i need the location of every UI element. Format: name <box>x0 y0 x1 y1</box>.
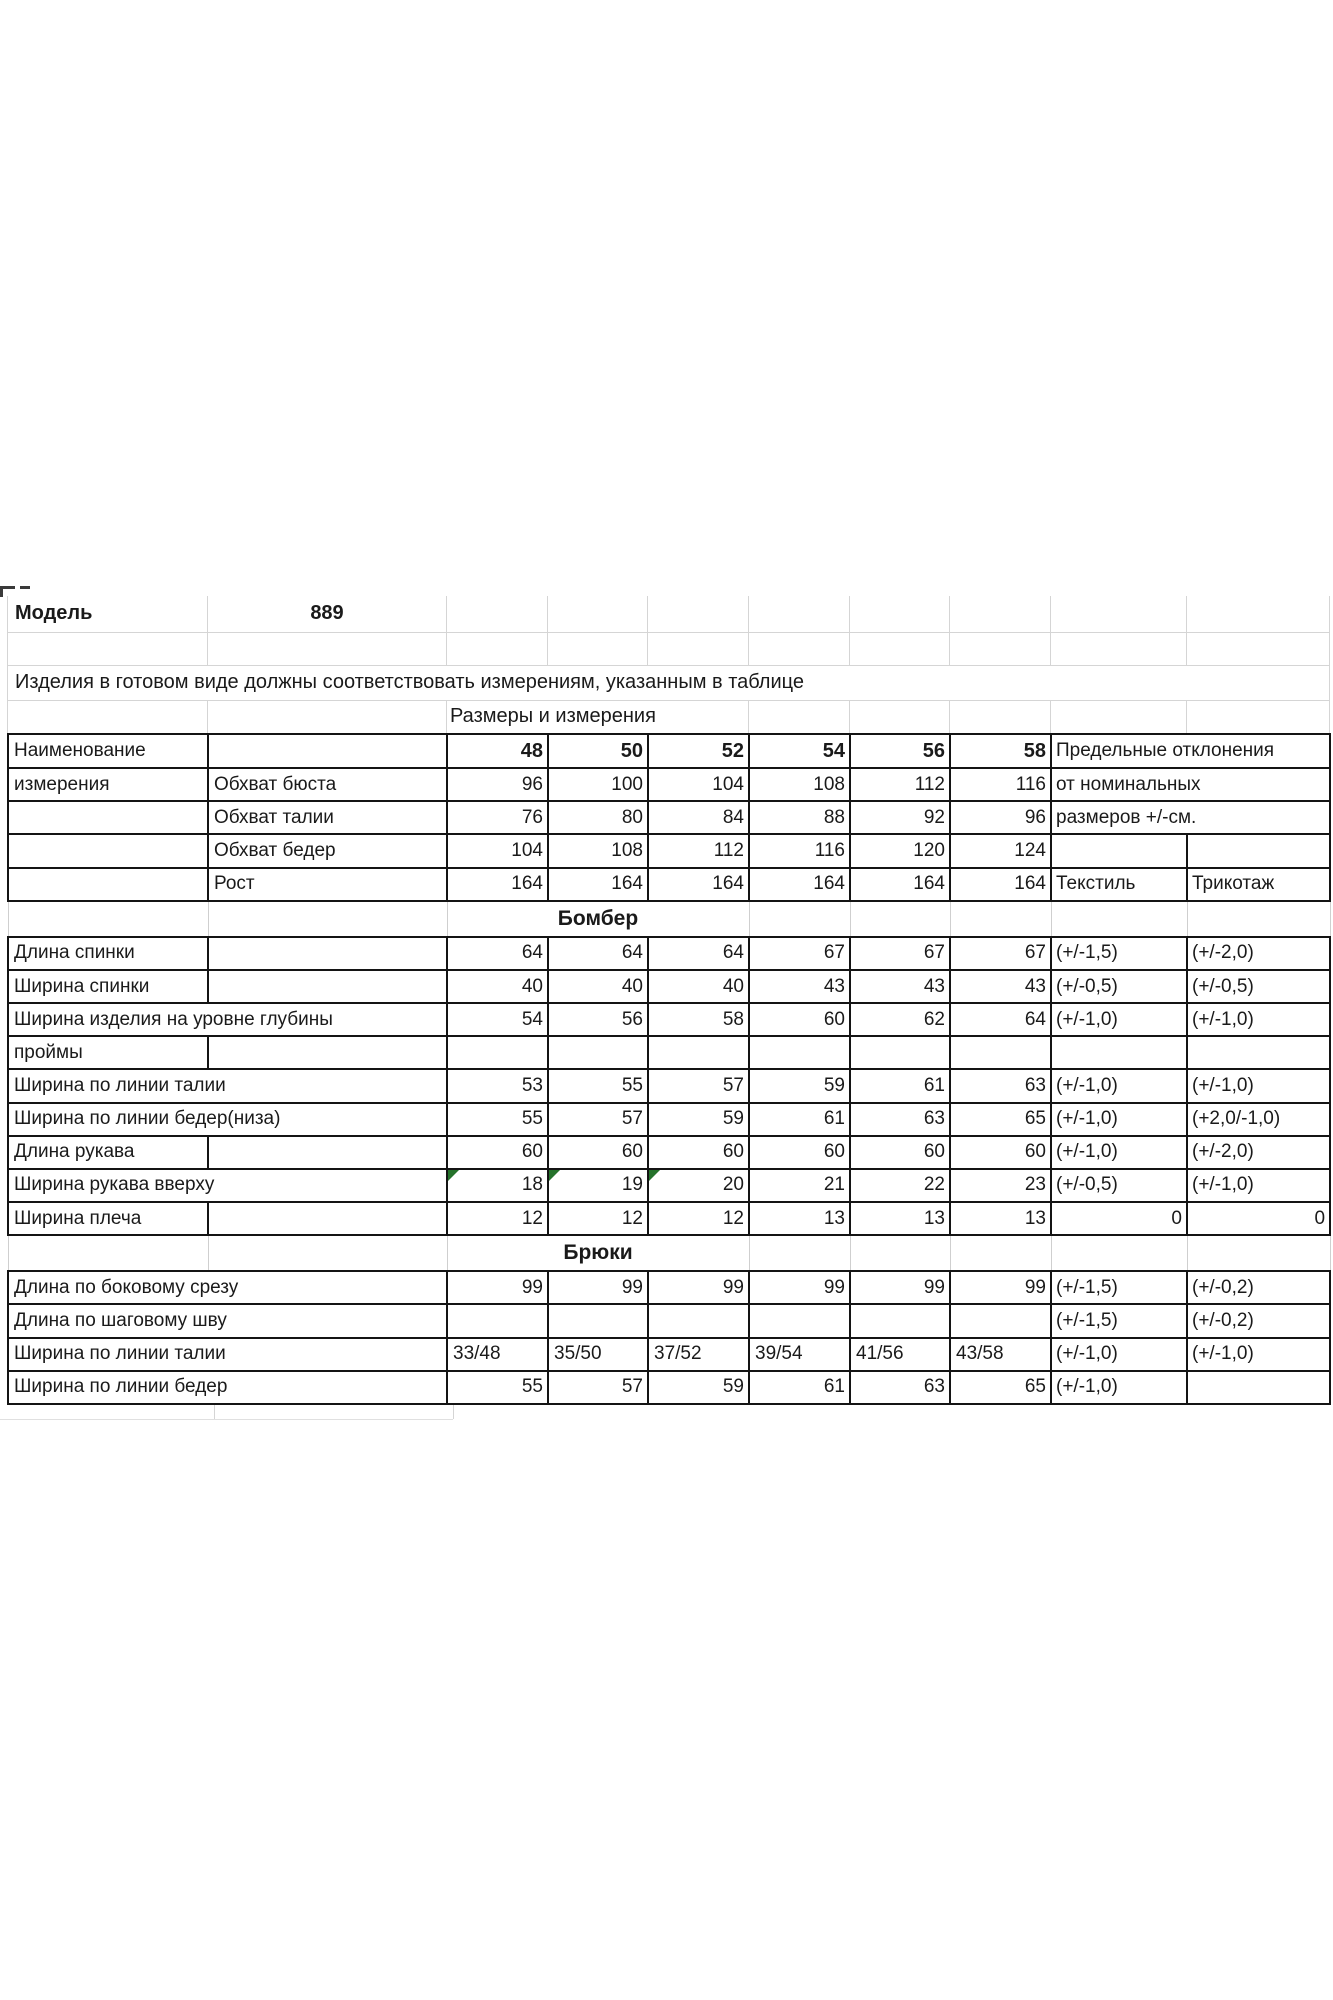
value-cell: 104 <box>648 768 749 801</box>
value-cell: 43 <box>749 970 850 1003</box>
value-cell: 108 <box>548 834 648 867</box>
size-header-cell: 52 <box>648 734 749 768</box>
table-row <box>8 1202 1330 1235</box>
empty-cell <box>208 1202 447 1235</box>
value-cell: 96 <box>950 801 1051 834</box>
row-header-cell: измерения <box>8 768 208 801</box>
empty-cell <box>749 1036 850 1069</box>
value-cell: 84 <box>648 801 749 834</box>
row-label-cell: Длина по боковому срезу <box>8 1271 447 1304</box>
empty-cell <box>1051 1036 1187 1069</box>
empty-cell <box>447 1036 548 1069</box>
empty-cell <box>1187 901 1330 937</box>
value-cell: 22 <box>850 1169 950 1202</box>
value-cell: 57 <box>548 1103 648 1136</box>
deviations-text-cell: размеров +/-см. <box>1051 801 1330 834</box>
tolerance-cell: (+/-1,0) <box>1187 1169 1330 1202</box>
value-cell: 40 <box>648 970 749 1003</box>
tolerance-cell: (+/-1,0) <box>1051 1003 1187 1036</box>
table-row <box>8 834 1330 867</box>
value-cell: 43 <box>850 970 950 1003</box>
tolerance-cell: (+/-2,0) <box>1187 937 1330 970</box>
tolerance-cell: (+/-1,5) <box>1051 1271 1187 1304</box>
row-label-cell: Обхват бюста <box>208 768 447 801</box>
value-cell: 41/56 <box>850 1338 950 1371</box>
value-cell: 13 <box>850 1202 950 1235</box>
value-cell: 55 <box>548 1069 648 1102</box>
table-row <box>8 1069 1330 1102</box>
value-cell: 53 <box>447 1069 548 1102</box>
tolerance-cell: (+/-1,0) <box>1187 1069 1330 1102</box>
row-label-cell: Ширина плеча <box>8 1202 208 1235</box>
model-label: Модель <box>8 596 208 632</box>
table-row <box>8 1338 1330 1371</box>
table-row <box>8 1003 1330 1036</box>
value-cell: 96 <box>447 768 548 801</box>
value-cell: 99 <box>648 1271 749 1304</box>
empty-cell <box>850 700 950 733</box>
tolerance-cell: (+/-1,0) <box>1051 1136 1187 1169</box>
value-cell: 12 <box>648 1202 749 1235</box>
value-cell: 60 <box>749 1136 850 1169</box>
value-cell: 59 <box>749 1069 850 1102</box>
empty-cell <box>950 596 1051 632</box>
empty-cell <box>1051 596 1187 632</box>
row-label-cell: Ширина по линии талии <box>8 1338 447 1371</box>
empty-cell <box>548 1304 648 1337</box>
tolerance-cell <box>1187 1371 1330 1404</box>
empty-cell <box>648 632 749 665</box>
value-cell: 92 <box>850 801 950 834</box>
table-row <box>8 1169 1330 1202</box>
deviations-text-cell: от номинальных <box>1051 768 1330 801</box>
value-cell: 43 <box>950 970 1051 1003</box>
value-cell: 112 <box>648 834 749 867</box>
table-row <box>8 1036 1330 1069</box>
value-cell: 56 <box>548 1003 648 1036</box>
section-row <box>8 901 1330 937</box>
empty-cell <box>548 1036 648 1069</box>
value-cell: 164 <box>648 868 749 901</box>
tolerance-cell: (+/-0,2) <box>1187 1271 1330 1304</box>
value-text: 18 <box>521 1174 543 1196</box>
table-row <box>8 970 1330 1003</box>
empty-cell <box>749 1304 850 1337</box>
empty-cell <box>8 801 208 834</box>
value-cell: 13 <box>950 1202 1051 1235</box>
value-cell: 40 <box>447 970 548 1003</box>
value-cell: 33/48 <box>447 1338 548 1371</box>
empty-cell <box>208 901 447 937</box>
empty-cell <box>648 596 749 632</box>
value-cell: 21 <box>749 1169 850 1202</box>
empty-cell <box>950 632 1051 665</box>
empty-cell <box>950 1304 1051 1337</box>
value-cell: 60 <box>749 1003 850 1036</box>
tolerance-cell: (+/-1,0) <box>1187 1003 1330 1036</box>
sheet-header-area <box>7 596 1330 734</box>
row-label-cell: Ширина рукава вверху <box>8 1169 447 1202</box>
table-row <box>8 768 1330 801</box>
value-cell: 23 <box>950 1169 1051 1202</box>
empty-cell <box>950 901 1051 937</box>
empty-cell <box>1051 632 1187 665</box>
value-cell: 55 <box>447 1103 548 1136</box>
empty-cell <box>648 1036 749 1069</box>
value-cell: 88 <box>749 801 850 834</box>
empty-cell <box>850 901 950 937</box>
value-cell: 164 <box>850 868 950 901</box>
model-number: 889 <box>208 596 447 632</box>
value-text: 19 <box>621 1174 643 1196</box>
value-cell: 12 <box>447 1202 548 1235</box>
empty-cell <box>1051 1235 1187 1271</box>
value-cell: 64 <box>950 1003 1051 1036</box>
value-cell: 64 <box>548 937 648 970</box>
value-cell: 12 <box>548 1202 648 1235</box>
error-triangle-icon <box>649 1170 660 1181</box>
value-cell: 164 <box>749 868 850 901</box>
value-cell: 54 <box>447 1003 548 1036</box>
value-cell: 65 <box>950 1103 1051 1136</box>
value-cell: 99 <box>850 1271 950 1304</box>
empty-cell <box>749 596 850 632</box>
tolerance-cell: (+/-0,5) <box>1051 970 1187 1003</box>
empty-cell <box>8 868 208 901</box>
table-row <box>8 1371 1330 1404</box>
empty-cell <box>850 632 950 665</box>
empty-cell <box>208 937 447 970</box>
empty-cell <box>850 1235 950 1271</box>
value-cell: 64 <box>447 937 548 970</box>
value-cell-with-error-marker <box>548 1169 648 1202</box>
row-label-cell: Длина рукава <box>8 1136 208 1169</box>
empty-cell <box>447 596 548 632</box>
value-cell: 67 <box>850 937 950 970</box>
value-cell: 58 <box>648 1003 749 1036</box>
value-cell: 61 <box>749 1371 850 1404</box>
empty-cell <box>1187 700 1330 733</box>
table-row <box>8 801 1330 834</box>
empty-cell <box>1187 632 1330 665</box>
value-cell: 55 <box>447 1371 548 1404</box>
tolerance-cell: (+/-0,5) <box>1051 1169 1187 1202</box>
value-cell: 37/52 <box>648 1338 749 1371</box>
value-cell: 60 <box>950 1136 1051 1169</box>
value-cell: 57 <box>648 1069 749 1102</box>
section-title-bryuki: Брюки <box>447 1235 749 1271</box>
value-cell: 116 <box>749 834 850 867</box>
value-cell: 67 <box>749 937 850 970</box>
value-cell: 62 <box>850 1003 950 1036</box>
size-header-cell: 50 <box>548 734 648 768</box>
size-header-cell: 48 <box>447 734 548 768</box>
sheet-corner-mark <box>0 586 3 597</box>
value-cell: 59 <box>648 1103 749 1136</box>
empty-cell <box>850 1036 950 1069</box>
empty-cell <box>447 1304 548 1337</box>
table-title: Размеры и измерения <box>447 700 749 733</box>
tolerance-cell: 0 <box>1187 1202 1330 1235</box>
value-cell: 108 <box>749 768 850 801</box>
value-cell: 67 <box>950 937 1051 970</box>
value-cell: 63 <box>950 1069 1051 1102</box>
empty-cell <box>1187 1235 1330 1271</box>
table-row <box>8 1304 1330 1337</box>
table-row <box>8 1103 1330 1136</box>
empty-cell <box>1051 700 1187 733</box>
empty-cell <box>548 632 648 665</box>
empty-cell <box>8 834 208 867</box>
row-label-cell: Обхват талии <box>208 801 447 834</box>
value-cell: 164 <box>950 868 1051 901</box>
table-row <box>8 937 1330 970</box>
knitwear-column-header: Трикотаж <box>1187 868 1330 901</box>
table-row <box>8 1136 1330 1169</box>
value-cell: 76 <box>447 801 548 834</box>
value-cell: 59 <box>648 1371 749 1404</box>
value-cell: 80 <box>548 801 648 834</box>
textile-column-header: Текстиль <box>1051 868 1187 901</box>
value-cell: 99 <box>950 1271 1051 1304</box>
row-label-cell: Ширина спинки <box>8 970 208 1003</box>
row-label-cell: Длина спинки <box>8 937 208 970</box>
size-header-cell: 56 <box>850 734 950 768</box>
empty-cell <box>208 632 447 665</box>
row-label-cell: Обхват бедер <box>208 834 447 867</box>
tolerance-cell: (+2,0/-1,0) <box>1187 1103 1330 1136</box>
row-label-cell: Рост <box>208 868 447 901</box>
size-header-cell: 54 <box>749 734 850 768</box>
value-cell: 164 <box>548 868 648 901</box>
value-cell: 57 <box>548 1371 648 1404</box>
tolerance-cell: (+/-1,5) <box>1051 937 1187 970</box>
empty-cell <box>950 1235 1051 1271</box>
empty-cell <box>208 1235 447 1271</box>
sheet-corner-mark <box>20 586 30 589</box>
row-label-cell: проймы <box>8 1036 208 1069</box>
empty-cell <box>749 700 850 733</box>
table-row <box>8 1271 1330 1304</box>
tolerance-cell: (+/-2,0) <box>1187 1136 1330 1169</box>
value-cell: 64 <box>648 937 749 970</box>
value-cell: 100 <box>548 768 648 801</box>
value-cell: 112 <box>850 768 950 801</box>
value-cell-with-error-marker <box>648 1169 749 1202</box>
row-label-cell: Длина по шаговому шву <box>8 1304 447 1337</box>
value-cell: 99 <box>548 1271 648 1304</box>
empty-cell <box>1187 596 1330 632</box>
value-cell: 104 <box>447 834 548 867</box>
tolerance-cell: 0 <box>1051 1202 1187 1235</box>
value-cell: 99 <box>749 1271 850 1304</box>
value-cell: 124 <box>950 834 1051 867</box>
gridline-stub <box>0 1419 453 1420</box>
note-text: Изделия в готовом виде должны соответствовать измерениям, указанным в таблице <box>8 665 1330 700</box>
empty-cell <box>208 1136 447 1169</box>
value-cell: 61 <box>749 1103 850 1136</box>
value-cell: 60 <box>548 1136 648 1169</box>
empty-cell <box>8 632 208 665</box>
row-label-cell: Ширина по линии бедер <box>8 1371 447 1404</box>
empty-cell <box>1187 834 1330 867</box>
error-triangle-icon <box>448 1170 459 1181</box>
size-header-cell: 58 <box>950 734 1051 768</box>
empty-cell <box>1051 901 1187 937</box>
empty-cell <box>208 700 447 733</box>
row-label-cell: Ширина по линии талии <box>8 1069 447 1102</box>
empty-cell <box>8 700 208 733</box>
tolerance-cell: (+/-1,5) <box>1051 1304 1187 1337</box>
empty-cell <box>548 596 648 632</box>
tolerance-cell: (+/-1,0) <box>1051 1371 1187 1404</box>
value-cell: 60 <box>850 1136 950 1169</box>
value-cell: 164 <box>447 868 548 901</box>
value-cell-with-error-marker <box>447 1169 548 1202</box>
empty-cell <box>749 901 850 937</box>
table-row <box>8 734 1330 768</box>
value-cell: 63 <box>850 1103 950 1136</box>
tolerance-cell: (+/-1,0) <box>1187 1338 1330 1371</box>
value-cell: 35/50 <box>548 1338 648 1371</box>
empty-cell <box>1187 1036 1330 1069</box>
value-cell: 116 <box>950 768 1051 801</box>
empty-cell <box>8 1235 208 1271</box>
value-cell: 65 <box>950 1371 1051 1404</box>
empty-cell <box>8 901 208 937</box>
value-cell: 43/58 <box>950 1338 1051 1371</box>
row-label-cell: Ширина по линии бедер(низа) <box>8 1103 447 1136</box>
value-cell: 13 <box>749 1202 850 1235</box>
empty-cell <box>950 700 1051 733</box>
section-row <box>8 1235 1330 1271</box>
tolerance-cell: (+/-1,0) <box>1051 1338 1187 1371</box>
value-cell: 60 <box>447 1136 548 1169</box>
empty-cell <box>749 1235 850 1271</box>
value-cell: 120 <box>850 834 950 867</box>
value-cell: 99 <box>447 1271 548 1304</box>
empty-cell <box>648 1304 749 1337</box>
empty-cell <box>850 1304 950 1337</box>
value-cell: 40 <box>548 970 648 1003</box>
value-text: 20 <box>722 1174 744 1196</box>
error-triangle-icon <box>549 1170 560 1181</box>
empty-cell <box>208 1036 447 1069</box>
empty-cell <box>447 632 548 665</box>
tolerance-cell: (+/-1,0) <box>1051 1103 1187 1136</box>
empty-cell <box>850 596 950 632</box>
value-cell: 63 <box>850 1371 950 1404</box>
gridline-stub <box>453 1405 454 1419</box>
empty-cell <box>208 970 447 1003</box>
tolerance-cell: (+/-1,0) <box>1051 1069 1187 1102</box>
empty-cell <box>208 734 447 768</box>
deviations-header-cell: Предельные отклонения <box>1051 734 1330 768</box>
tolerance-cell: (+/-0,2) <box>1187 1304 1330 1337</box>
tolerance-cell: (+/-0,5) <box>1187 970 1330 1003</box>
row-label-cell: Ширина изделия на уровне глубины <box>8 1003 447 1036</box>
value-cell: 61 <box>850 1069 950 1102</box>
empty-cell <box>950 1036 1051 1069</box>
section-title-bomber: Бомбер <box>447 901 749 937</box>
value-cell: 39/54 <box>749 1338 850 1371</box>
empty-cell <box>749 632 850 665</box>
row-header-cell: Наименование <box>8 734 208 768</box>
table-row <box>8 868 1330 901</box>
gridline-stub <box>214 1405 215 1419</box>
measurements-table <box>7 733 1331 1405</box>
empty-cell <box>1051 834 1187 867</box>
value-cell: 60 <box>648 1136 749 1169</box>
